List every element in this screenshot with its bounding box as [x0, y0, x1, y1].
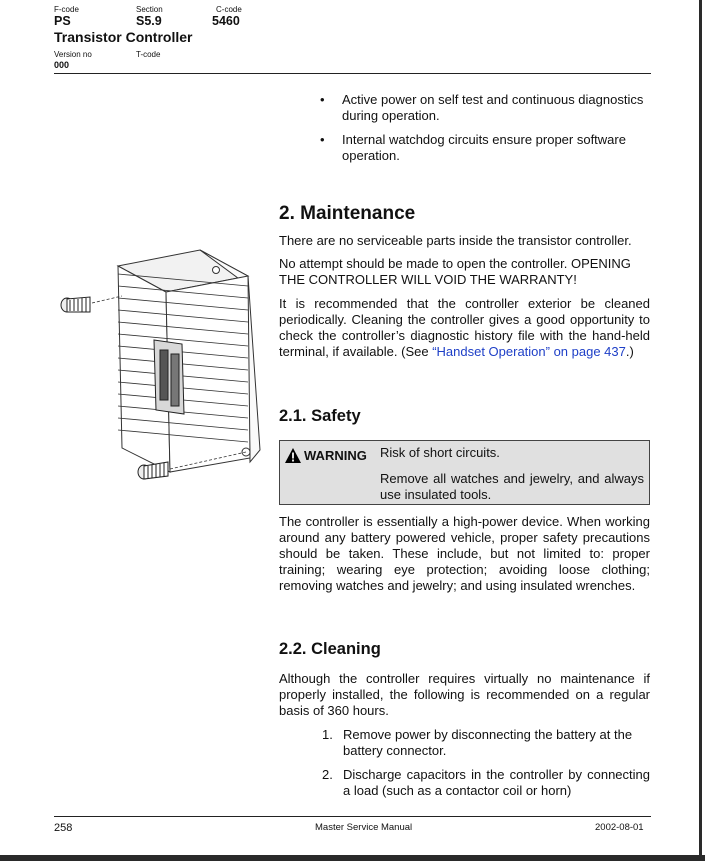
document-title: Transistor Controller: [54, 29, 193, 45]
warning-label: WARNING: [304, 448, 367, 463]
section-value: S5.9: [136, 14, 162, 28]
version-label: Version no: [54, 50, 92, 59]
safety-body: The controller is essentially a high-power device. When working around any battery powered vehicle, proper safety precautions should be taken. These include, but not limited to: proper training; wearing eye protection; avoiding loose clothing; removing watches and jewelry; and using insulated wrenches.: [279, 514, 650, 593]
ccode-value: 5460: [212, 14, 240, 28]
bullet-dot: •: [320, 132, 325, 147]
warning-line-1: Risk of short circuits.: [380, 445, 500, 460]
bullet-text: Active power on self test and continuous diagnostics during operation.: [342, 92, 644, 123]
cleaning-intro: Although the controller requires virtually no maintenance if properly installed, the following is recommended on a regular basis of 360 hours.: [279, 671, 650, 718]
maintenance-paragraph-2: No attempt should be made to open the controller. OPENING THE CONTROLLER WILL VOID THE WARRANTY!: [279, 256, 631, 287]
maintenance-paragraph-3-end: .): [625, 344, 634, 359]
warning-box: [279, 440, 650, 505]
cleaning-heading: 2.2. Cleaning: [279, 640, 381, 658]
version-value: 000: [54, 60, 70, 70]
fcode-value: PS: [54, 14, 71, 28]
handset-operation-link[interactable]: “Handset Operation” on page 437: [432, 344, 626, 359]
fcode-label: F-code: [54, 5, 79, 14]
maintenance-paragraph-3: [279, 296, 650, 360]
ccode-label: C-code: [216, 5, 242, 14]
bullet-dot: •: [320, 92, 325, 107]
footer-rule: [54, 816, 651, 817]
step-text: Remove power by disconnecting the battery at the battery connector.: [343, 727, 633, 758]
page-right-edge: [699, 0, 702, 861]
step-number: 1.: [322, 727, 333, 742]
safety-heading: 2.1. Safety: [279, 407, 361, 425]
manual-name: Master Service Manual: [315, 822, 413, 833]
step-number: 2.: [322, 767, 333, 782]
maintenance-paragraph-1: There are no serviceable parts inside the transistor controller.: [279, 233, 632, 248]
section-label: Section: [136, 5, 163, 14]
footer-date: 2002-08-01: [595, 822, 644, 833]
maintenance-paragraph-3-text: It is recommended that the controller exterior be cleaned periodically. Cleaning the controller gives a good opportunity to check the controller’s diagnostic history file with the hand-held terminal, if available. (See: [279, 296, 650, 359]
maintenance-heading: 2. Maintenance: [279, 203, 416, 224]
controller-illustration: [50, 236, 280, 498]
warning-line-2: Remove all watches and jewelry, and always use insulated tools.: [380, 471, 644, 502]
header-rule: [54, 73, 651, 74]
warning-triangle-icon: [284, 447, 302, 464]
tcode-label: T-code: [136, 50, 161, 59]
bullet-text: Internal watchdog circuits ensure proper software operation.: [342, 132, 626, 163]
step-text: Discharge capacitors in the controller by connecting a load (such as a contactor coil or horn): [343, 767, 650, 798]
page-bottom-edge: [0, 855, 705, 861]
page-number: 258: [54, 822, 73, 834]
